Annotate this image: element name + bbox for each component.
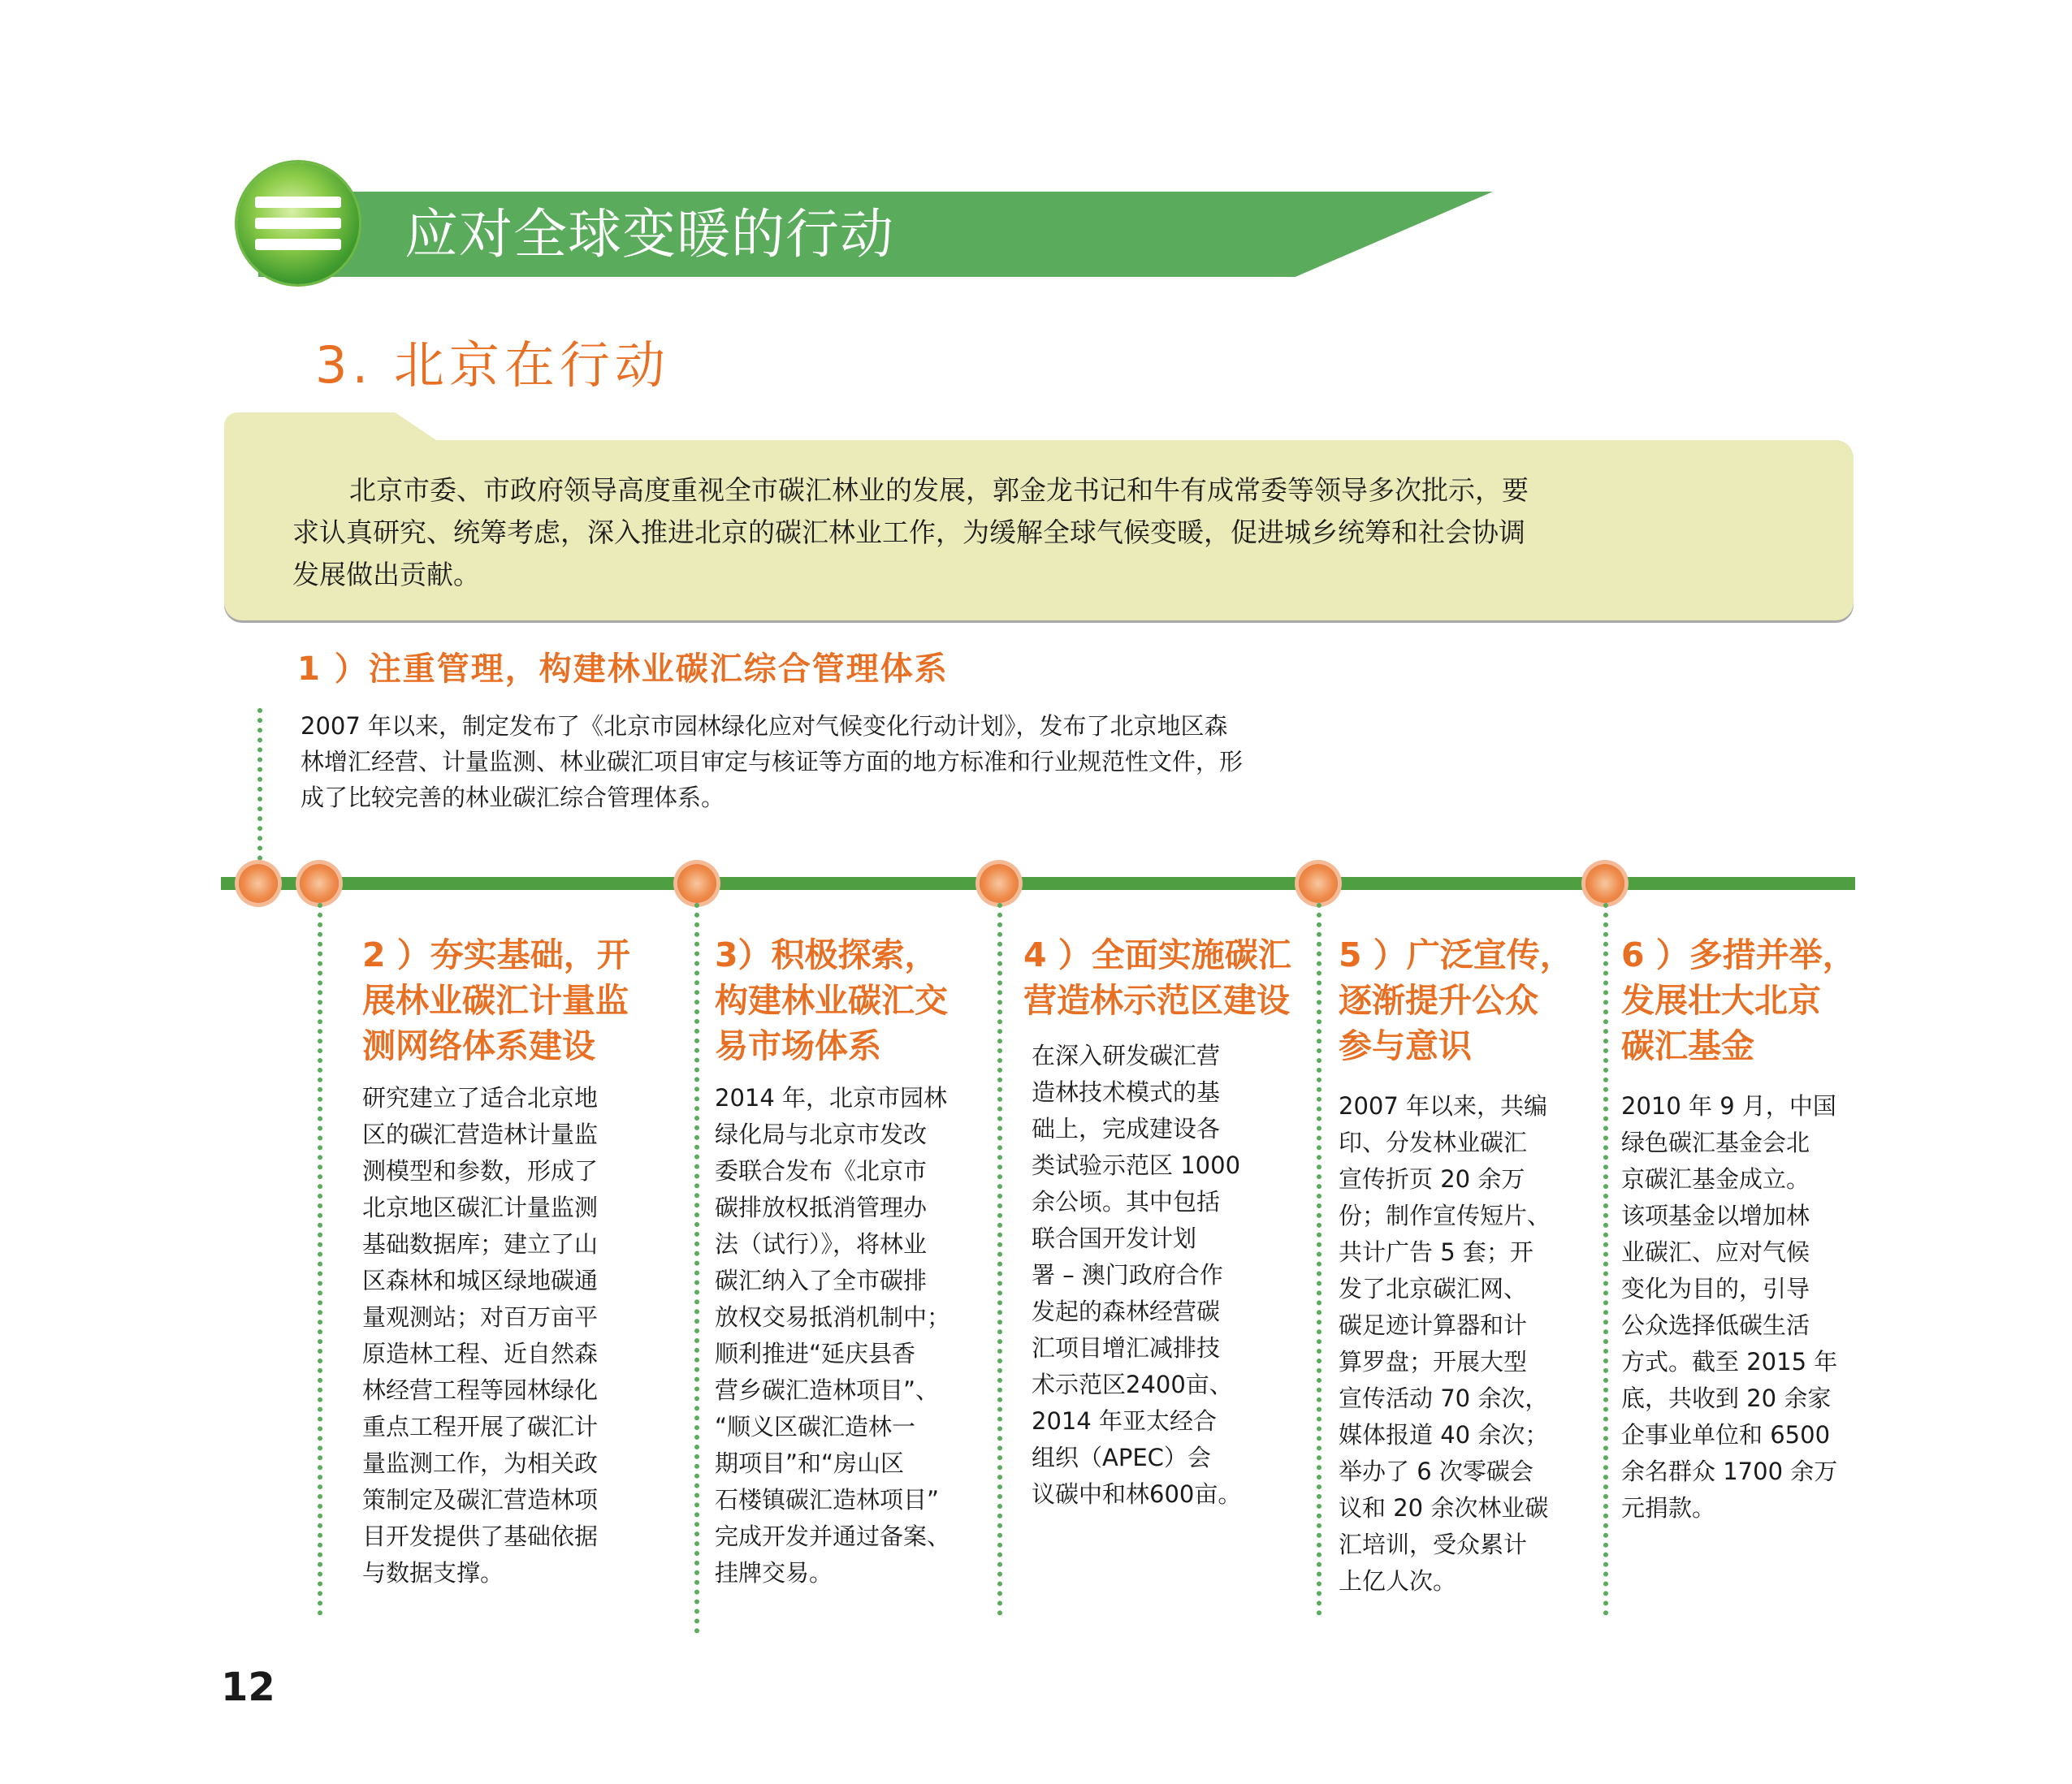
col-line: 宣传折页 20 余万 bbox=[1339, 1165, 1525, 1193]
timeline-node bbox=[1299, 864, 1338, 903]
col-line: 委联合发布《北京市 bbox=[715, 1157, 928, 1185]
page-number: 12 bbox=[221, 1665, 275, 1710]
col-heading-line: 碳汇基金 bbox=[1621, 1026, 1754, 1065]
col-line: 元捐款。 bbox=[1621, 1494, 1716, 1522]
col-heading-line: 6 ）多措并举， bbox=[1621, 935, 1856, 974]
col-line: 量监测工作，为相关政 bbox=[362, 1449, 599, 1477]
col-heading-line: 逐渐提升公众 bbox=[1339, 981, 1538, 1020]
col-line: 发起的森林经营碳 bbox=[1032, 1298, 1221, 1325]
dotted-connector bbox=[997, 903, 1002, 1616]
intro-line: 北京市委、市政府领导高度重视全市碳汇林业的发展，郭金龙书记和牛有成常委等领导多次批示，要 bbox=[349, 474, 1529, 506]
chapter-badge-icon bbox=[237, 162, 359, 284]
col-heading-line: 发展壮大北京 bbox=[1621, 981, 1821, 1020]
col-line: 期项目”和“房山区 bbox=[715, 1449, 905, 1477]
col-line: 区的碳汇营造林计量监 bbox=[362, 1121, 599, 1148]
col3-text bbox=[715, 1080, 950, 1592]
col-line: 底，共收到 20 余家 bbox=[1621, 1384, 1832, 1412]
col-line: 余名群众 1700 余万 bbox=[1621, 1458, 1838, 1485]
col-line: 印、分发林业碳汇 bbox=[1339, 1129, 1528, 1156]
col-line: 绿色碳汇基金会北 bbox=[1621, 1129, 1810, 1156]
col-heading-line: 2 ）夯实基础，开 bbox=[362, 935, 630, 974]
intro-text bbox=[292, 469, 1828, 596]
col-line: 2014 年，北京市园林 bbox=[715, 1084, 948, 1112]
col-line: 法（试行）》，将林业 bbox=[715, 1230, 928, 1258]
col-line: 业碳汇、应对气候 bbox=[1621, 1238, 1810, 1266]
col-line: 林经营工程等园林绿化 bbox=[362, 1376, 599, 1404]
dotted-connector bbox=[1317, 903, 1321, 1616]
col6-text bbox=[1621, 1088, 1837, 1527]
timeline-node bbox=[239, 864, 278, 903]
col-line: 企事业单位和 6500 bbox=[1621, 1421, 1831, 1449]
col-heading-line: 4 ）全面实施碳汇 bbox=[1023, 935, 1291, 974]
col-line: 目开发提供了基础依据 bbox=[362, 1523, 599, 1550]
col-line: 碳排放权抵消管理办 bbox=[715, 1194, 928, 1221]
col4-text bbox=[1032, 1038, 1241, 1513]
col-line: 议碳中和林600亩。 bbox=[1032, 1480, 1242, 1508]
col-line: 在深入研发碳汇营 bbox=[1032, 1042, 1221, 1069]
col5-text bbox=[1339, 1088, 1551, 1600]
col-line: 挂牌交易。 bbox=[715, 1559, 833, 1587]
col-line: 石楼镇碳汇造林项目” bbox=[715, 1486, 940, 1514]
col-line: 础上，完成建设各 bbox=[1032, 1115, 1221, 1143]
col-line: 发了北京碳汇网、 bbox=[1339, 1275, 1528, 1302]
dotted-connector bbox=[318, 903, 322, 1616]
col-line: 研究建立了适合北京地 bbox=[362, 1084, 599, 1112]
col-line: 份；制作宣传短片、 bbox=[1339, 1202, 1551, 1229]
timeline-node bbox=[980, 864, 1019, 903]
col-line: 2007 年以来，共编 bbox=[1339, 1092, 1548, 1120]
col-line: 共计广告 5 套；开 bbox=[1339, 1238, 1533, 1266]
badge-bar bbox=[255, 218, 341, 229]
col-line: 顺利推进“延庆县香 bbox=[715, 1340, 916, 1367]
col-line: 策制定及碳汇营造林项 bbox=[362, 1486, 599, 1514]
col-line: 放权交易抵消机制中； bbox=[715, 1303, 951, 1331]
col-heading-line: 参与意识 bbox=[1339, 1026, 1472, 1065]
intro-line: 发展做出贡献。 bbox=[292, 559, 480, 590]
item1-line: 成了比较完善的林业碳汇综合管理体系。 bbox=[301, 784, 725, 811]
timeline-node bbox=[300, 864, 339, 903]
col-heading-line: 3）积极探索， bbox=[715, 935, 938, 974]
col-heading-line: 营造林示范区建设 bbox=[1023, 981, 1290, 1020]
item1-line: 林增汇经营、计量监测、林业碳汇项目审定与核证等方面的地方标准和行业规范性文件，形 bbox=[301, 748, 1244, 775]
timeline-node bbox=[677, 864, 716, 903]
col-heading-line: 易市场体系 bbox=[715, 1026, 881, 1065]
item1-line: 2007 年以来，制定发布了《北京市园林绿化应对气候变化行动计划》，发布了北京地区森 bbox=[301, 712, 1228, 740]
col-line: 营乡碳汇造林项目”、 bbox=[715, 1376, 940, 1404]
section-title: 3. 北京在行动 bbox=[315, 335, 670, 395]
col-line: 媒体报道 40 余次； bbox=[1339, 1421, 1549, 1449]
col-line: 方式。截至 2015 年 bbox=[1621, 1348, 1838, 1376]
col-line: 2010 年 9 月，中国 bbox=[1621, 1092, 1836, 1120]
col-line: 绿化局与北京市发改 bbox=[715, 1121, 928, 1148]
col-line: 余公顷。其中包括 bbox=[1032, 1188, 1221, 1216]
col-line: 组织（APEC）会 bbox=[1032, 1444, 1211, 1471]
col-heading-line: 展林业碳汇计量监 bbox=[362, 981, 629, 1020]
col-line: 汇培训，受众累计 bbox=[1339, 1531, 1528, 1558]
col-line: 量观测站；对百万亩平 bbox=[362, 1303, 599, 1331]
intro-line: 求认真研究、统筹考虑，深入推进北京的碳汇林业工作，为缓解全球气候变暖，促进城乡统筹和社会协调 bbox=[292, 516, 1525, 548]
col-line: 与数据支撑。 bbox=[362, 1559, 504, 1587]
col-line: 该项基金以增加林 bbox=[1621, 1202, 1810, 1229]
col-line: 基础数据库；建立了山 bbox=[362, 1230, 599, 1258]
badge-bar bbox=[255, 197, 341, 208]
col-line: 上亿人次。 bbox=[1339, 1567, 1457, 1595]
dotted-connector bbox=[1603, 903, 1608, 1616]
col-line: 类试验示范区 1000 bbox=[1032, 1151, 1241, 1179]
col5-heading bbox=[1339, 932, 1573, 1069]
col-line: 术示范区2400亩、 bbox=[1032, 1371, 1233, 1398]
badge-bar bbox=[255, 239, 341, 250]
col-line: 重点工程开展了碳汇计 bbox=[362, 1413, 599, 1441]
dotted-connector bbox=[694, 903, 699, 1634]
col2-text bbox=[362, 1080, 598, 1592]
timeline-node bbox=[1585, 864, 1624, 903]
dotted-connector bbox=[257, 708, 262, 880]
col-line: 碳足迹计算器和计 bbox=[1339, 1311, 1528, 1339]
col-line: 京碳汇基金成立。 bbox=[1621, 1165, 1810, 1193]
col-heading-line: 构建林业碳汇交 bbox=[715, 981, 948, 1020]
col-line: 造林技术模式的基 bbox=[1032, 1078, 1221, 1106]
col-line: 议和 20 余次林业碳 bbox=[1339, 1494, 1549, 1522]
chapter-title: 应对全球变暖的行动 bbox=[404, 203, 894, 266]
col-line: 汇项目增汇减排技 bbox=[1032, 1334, 1221, 1362]
item1-heading: 1 ）注重管理，构建林业碳汇综合管理体系 bbox=[297, 650, 949, 688]
col-line: 联合国开发计划 bbox=[1032, 1225, 1197, 1252]
col-line: 变化为目的，引导 bbox=[1621, 1275, 1810, 1302]
col-line: 2014 年亚太经合 bbox=[1032, 1407, 1218, 1435]
item1-text bbox=[301, 708, 1405, 815]
col6-heading bbox=[1621, 932, 1856, 1069]
col-line: 举办了 6 次零碳会 bbox=[1339, 1458, 1533, 1485]
col-heading-line: 测网络体系建设 bbox=[362, 1026, 595, 1065]
col-line: 算罗盘；开展大型 bbox=[1339, 1348, 1528, 1376]
col-line: 区森林和城区绿地碳通 bbox=[362, 1267, 599, 1294]
col-heading-line: 5 ）广泛宣传， bbox=[1339, 935, 1573, 974]
col3-heading bbox=[715, 932, 948, 1069]
col2-heading bbox=[362, 932, 630, 1069]
col-line: 原造林工程、近自然森 bbox=[362, 1340, 599, 1367]
col-line: 完成开发并通过备案、 bbox=[715, 1523, 951, 1550]
col-line: 署 – 澳门政府合作 bbox=[1032, 1261, 1223, 1289]
col-line: 公众选择低碳生活 bbox=[1621, 1311, 1810, 1339]
col4-heading bbox=[1023, 932, 1291, 1023]
col-line: 宣传活动 70 余次， bbox=[1339, 1384, 1549, 1412]
col-line: “顺义区碳汇造林一 bbox=[715, 1413, 916, 1441]
col-line: 碳汇纳入了全市碳排 bbox=[715, 1267, 928, 1294]
col-line: 北京地区碳汇计量监测 bbox=[362, 1194, 599, 1221]
col-line: 测模型和参数，形成了 bbox=[362, 1157, 599, 1185]
